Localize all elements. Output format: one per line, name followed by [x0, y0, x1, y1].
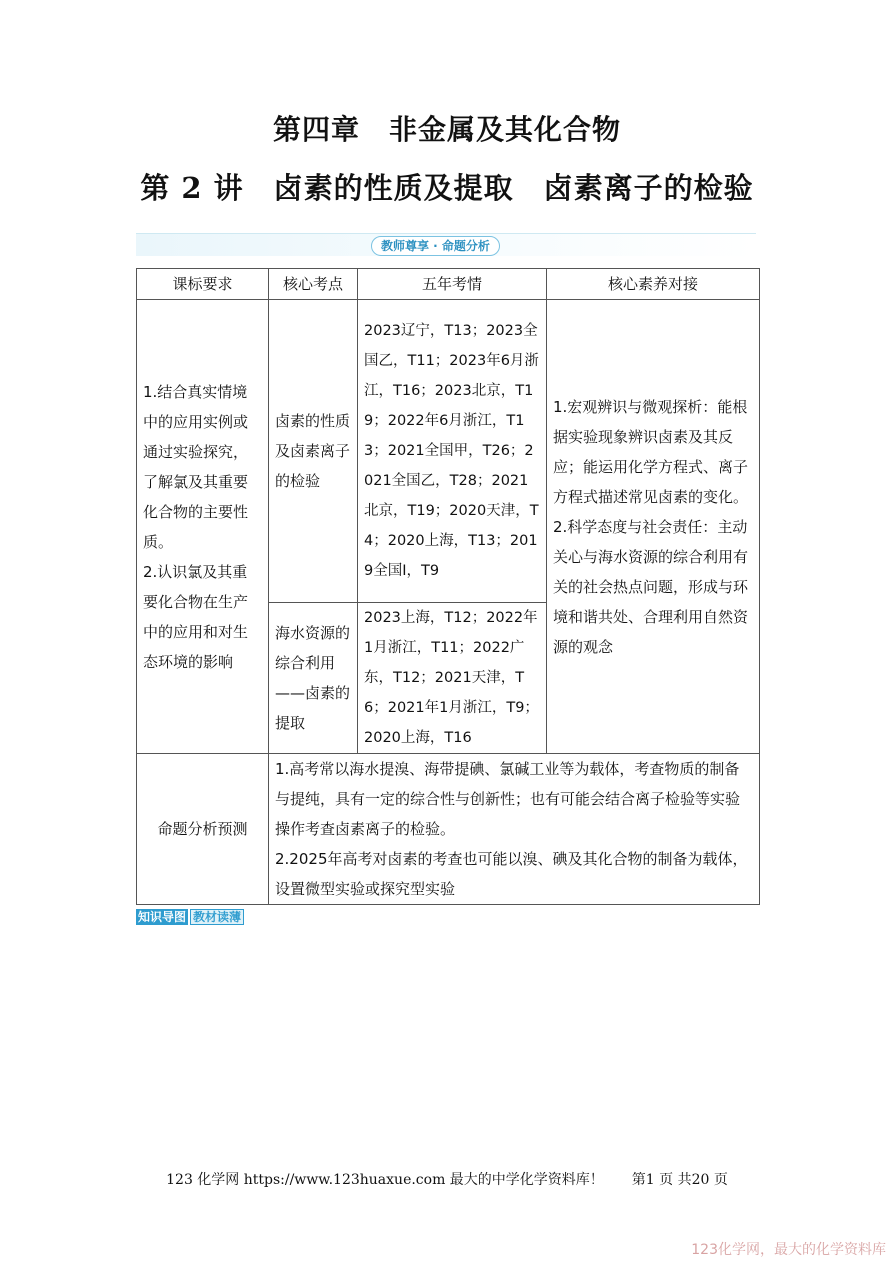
page-footer: 123 化学网 https://www.123huaxue.com 最大的中学化学资料库！ 第1 页 共20 页: [166, 1172, 728, 1188]
section-tags: [136, 909, 244, 925]
teacher-banner: [136, 233, 756, 256]
core-point-1: 卤素的性质及卤素离子的检验: [269, 300, 358, 603]
analysis-table: [136, 268, 760, 905]
header-exams: 五年考情: [358, 269, 547, 300]
watermark: 123化学网，最大的化学资料库: [691, 1242, 886, 1258]
tag-knowledge-map[interactable]: 知识导图: [138, 910, 187, 924]
forecast-label: 命题分析预测: [137, 754, 269, 905]
core-point-2: 海水资源的综合利用——卤素的提取: [269, 603, 358, 754]
exam-record-1: 2023辽宁，T13；2023全国乙，T11；2023年6月浙江，T16；2023北京，T19；2022年6月浙江，T13；2021全国甲，T26；2021全国乙，T28；2021北京，T19；2020天津，T4；2020上海，T13；2019全国Ⅰ，T9: [358, 300, 547, 603]
header-standards: 课标要求: [137, 269, 269, 300]
table-row: [137, 300, 760, 603]
header-core-points: 核心考点: [269, 269, 358, 300]
lesson-title: 第 2 讲 卤素的性质及提取 卤素离子的检验: [140, 171, 754, 205]
literacy-cell: 1.宏观辨识与微观探析：能根据实验现象辨识卤素及其反应；能运用化学方程式、离子方程式描述常见卤素的变化。 2.科学态度与社会责任：主动关心与海水资源的综合利用有关的社会热点问题，形成与环境和谐共处、合理利用自然资源的观念: [547, 300, 760, 754]
chapter-title: 第四章 非金属及其化合物: [272, 113, 621, 146]
forecast-row: [137, 754, 760, 905]
forecast-cell: 1.高考常以海水提溴、海带提碘、氯碱工业等为载体，考查物质的制备与提纯，具有一定的综合性与创新性；也有可能会结合离子检验等实验操作考查卤素离子的检验。 2.2025年高考对卤素的考查也可能以溴、碘及其化合物的制备为载体，设置微型实验或探究型实验: [269, 754, 760, 905]
tag-textbook-reading[interactable]: 教材读薄: [190, 909, 244, 925]
banner-label: 教师尊享 · 命题分析: [371, 236, 500, 256]
exam-record-2: 2023上海，T12；2022年1月浙江，T11；2022广东，T12；2021天津，T6；2021年1月浙江，T9；2020上海，T16: [358, 603, 547, 754]
standards-cell: 1.结合真实情境中的应用实例或通过实验探究，了解氯及其重要化合物的主要性质。 2.认识氯及其重要化合物在生产中的应用和对生态环境的影响: [137, 300, 269, 754]
header-literacy: 核心素养对接: [547, 269, 760, 300]
table-header-row: [137, 269, 760, 300]
